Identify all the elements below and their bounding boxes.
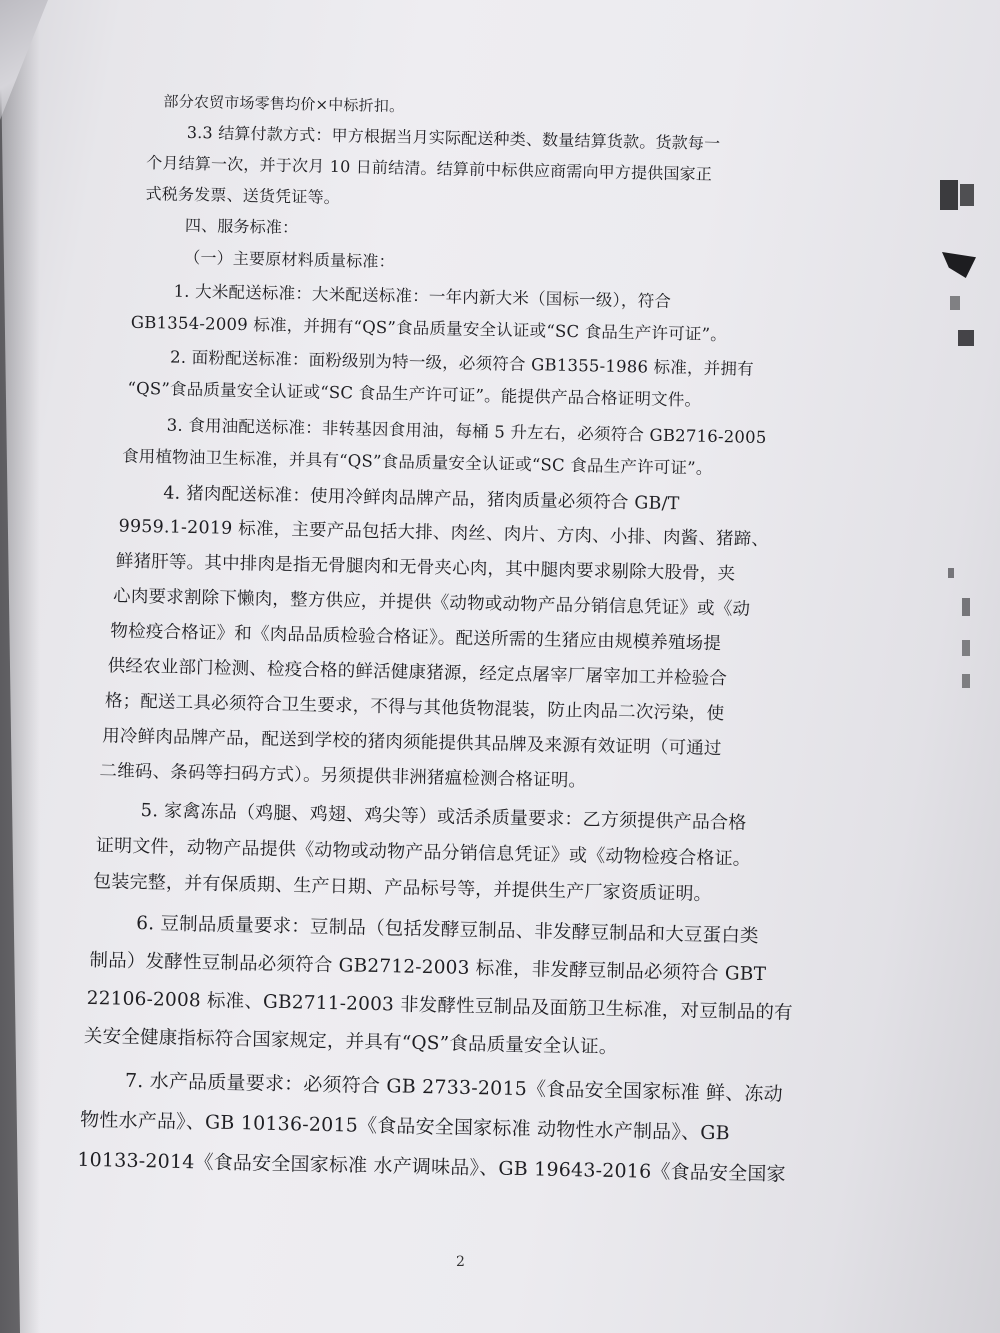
text-line: 关安全健康指标符合国家规定，并具有“QS”食品质量安全认证。 bbox=[83, 1025, 618, 1059]
text-line: 式税务发票、送货凭证等。 bbox=[145, 183, 341, 208]
text-line: 包装完整，并有保质期、生产日期、产品标号等，并提供生产厂家资质证明。 bbox=[92, 871, 713, 905]
text-line: 3.3 结算付款方式：甲方根据当月实际配送种类、数量结算货款。货款每一 bbox=[186, 122, 721, 154]
text-line: 1. 大米配送标准：大米配送标准：一年内新大米（国标一级），符合 bbox=[173, 281, 672, 312]
text-line: GB1354-2009 标准，并拥有“QS”食品质量安全认证或“SC 食品生产许可证”。 bbox=[130, 312, 728, 345]
text-line: 6. 豆制品质量要求：豆制品（包括发酵豆制品、非发酵豆制品和大豆蛋白类 bbox=[136, 912, 759, 947]
subsection-heading: （一）主要原材料质量标准： bbox=[184, 247, 396, 272]
text-line: 心肉要求割除下懒肉，整方供应，并提供《动物或动物产品分销信息凭证》或《动 bbox=[112, 586, 751, 620]
bleed-mark bbox=[950, 296, 960, 310]
text-line: 5. 家禽冻品（鸡腿、鸡翅、鸡尖等）或活杀质量要求：乙方须提供产品合格 bbox=[140, 800, 747, 834]
left-shadow bbox=[0, 0, 40, 1333]
text-line: 10133-2014《食品安全国家标准 水产调味品》、GB 19643-2016《食品安全国家 bbox=[77, 1148, 786, 1186]
bleed-mark bbox=[940, 180, 958, 210]
text-line: 供经农业部门检测、检疫合格的鲜活健康猪源，经定点屠宰厂屠宰加工并检验合 bbox=[107, 656, 728, 690]
text-line: 2. 面粉配送标准：面粉级别为特一级，必须符合 GB1355-1986 标准，并拥有 bbox=[169, 347, 754, 379]
text-line: 格；配送工具必须符合卫生要求，不得与其他货物混装，防止肉品二次污染，使 bbox=[104, 691, 725, 725]
bleed-mark bbox=[958, 330, 974, 346]
text-line: 4. 猪肉配送标准：使用冷鲜肉品牌产品，猪肉质量必须符合 GB/T bbox=[163, 483, 680, 515]
text-line: 部分农贸市场零售均价×中标折扣。 bbox=[163, 92, 405, 116]
text-line: 7. 水产品质量要求：必须符合 GB 2733-2015《食品安全国家标准 鲜、冻动 bbox=[124, 1069, 784, 1106]
bleed-mark bbox=[962, 674, 970, 688]
bleed-mark bbox=[960, 184, 974, 206]
section-heading: 四、服务标准： bbox=[184, 215, 299, 238]
text-line: 制品）发酵性豆制品必须符合 GB2712-2003 标准，非发酵豆制品必须符合 GBT bbox=[89, 949, 767, 986]
text-line: 鲜猪肝等。其中排肉是指无骨腿肉和无骨夹心肉，其中腿肉要求剔除大股骨，夹 bbox=[115, 551, 736, 585]
text-line: 22106-2008 标准、GB2711-2003 非发酵性豆制品及面筋卫生标准，对豆制品的有 bbox=[86, 987, 793, 1024]
page-number: 2 bbox=[456, 1254, 465, 1270]
text-line: 个月结算一次，并于次月 10 日前结清。结算前中标供应商需向甲方提供国家正 bbox=[146, 152, 713, 184]
text-line: 物检疫合格证》和《肉品品质检验合格证》。配送所需的生猪应由规模养殖场提 bbox=[110, 621, 722, 655]
bleed-mark bbox=[948, 568, 954, 578]
text-line: 二维码、条码等扫码方式）。另须提供非洲猪瘟检测合格证明。 bbox=[99, 761, 587, 792]
text-line: “QS”食品质量安全认证或“SC 食品生产许可证”。能提供产品合格证明文件。 bbox=[127, 378, 702, 410]
text-line: 3. 食用油配送标准：非转基因食用油，每桶 5 升左右，必须符合 GB2716-2005 bbox=[166, 415, 767, 448]
bleed-through-marks bbox=[920, 170, 1000, 730]
text-line: 物性水产品》、GB 10136-2015《食品安全国家标准 动物性水产制品》、GB bbox=[79, 1108, 731, 1145]
text-line: 证明文件，动物产品提供《动物或动物产品分销信息凭证》或《动物检疫合格证。 bbox=[95, 835, 752, 870]
text-line: 9959.1-2019 标准，主要产品包括大排、肉丝、肉片、方肉、小排、肉酱、猪蹄、 bbox=[118, 516, 770, 551]
text-line: 用冷鲜肉品牌产品，配送到学校的猪肉须能提供其品牌及来源有效证明（可通过 bbox=[102, 726, 722, 760]
text-line: 食用植物油卫生标准，并具有“QS”食品质量安全认证或“SC 食品生产许可证”。 bbox=[121, 446, 713, 478]
bleed-mark bbox=[962, 640, 970, 656]
bleed-mark bbox=[962, 598, 970, 616]
bleed-mark bbox=[942, 252, 976, 278]
